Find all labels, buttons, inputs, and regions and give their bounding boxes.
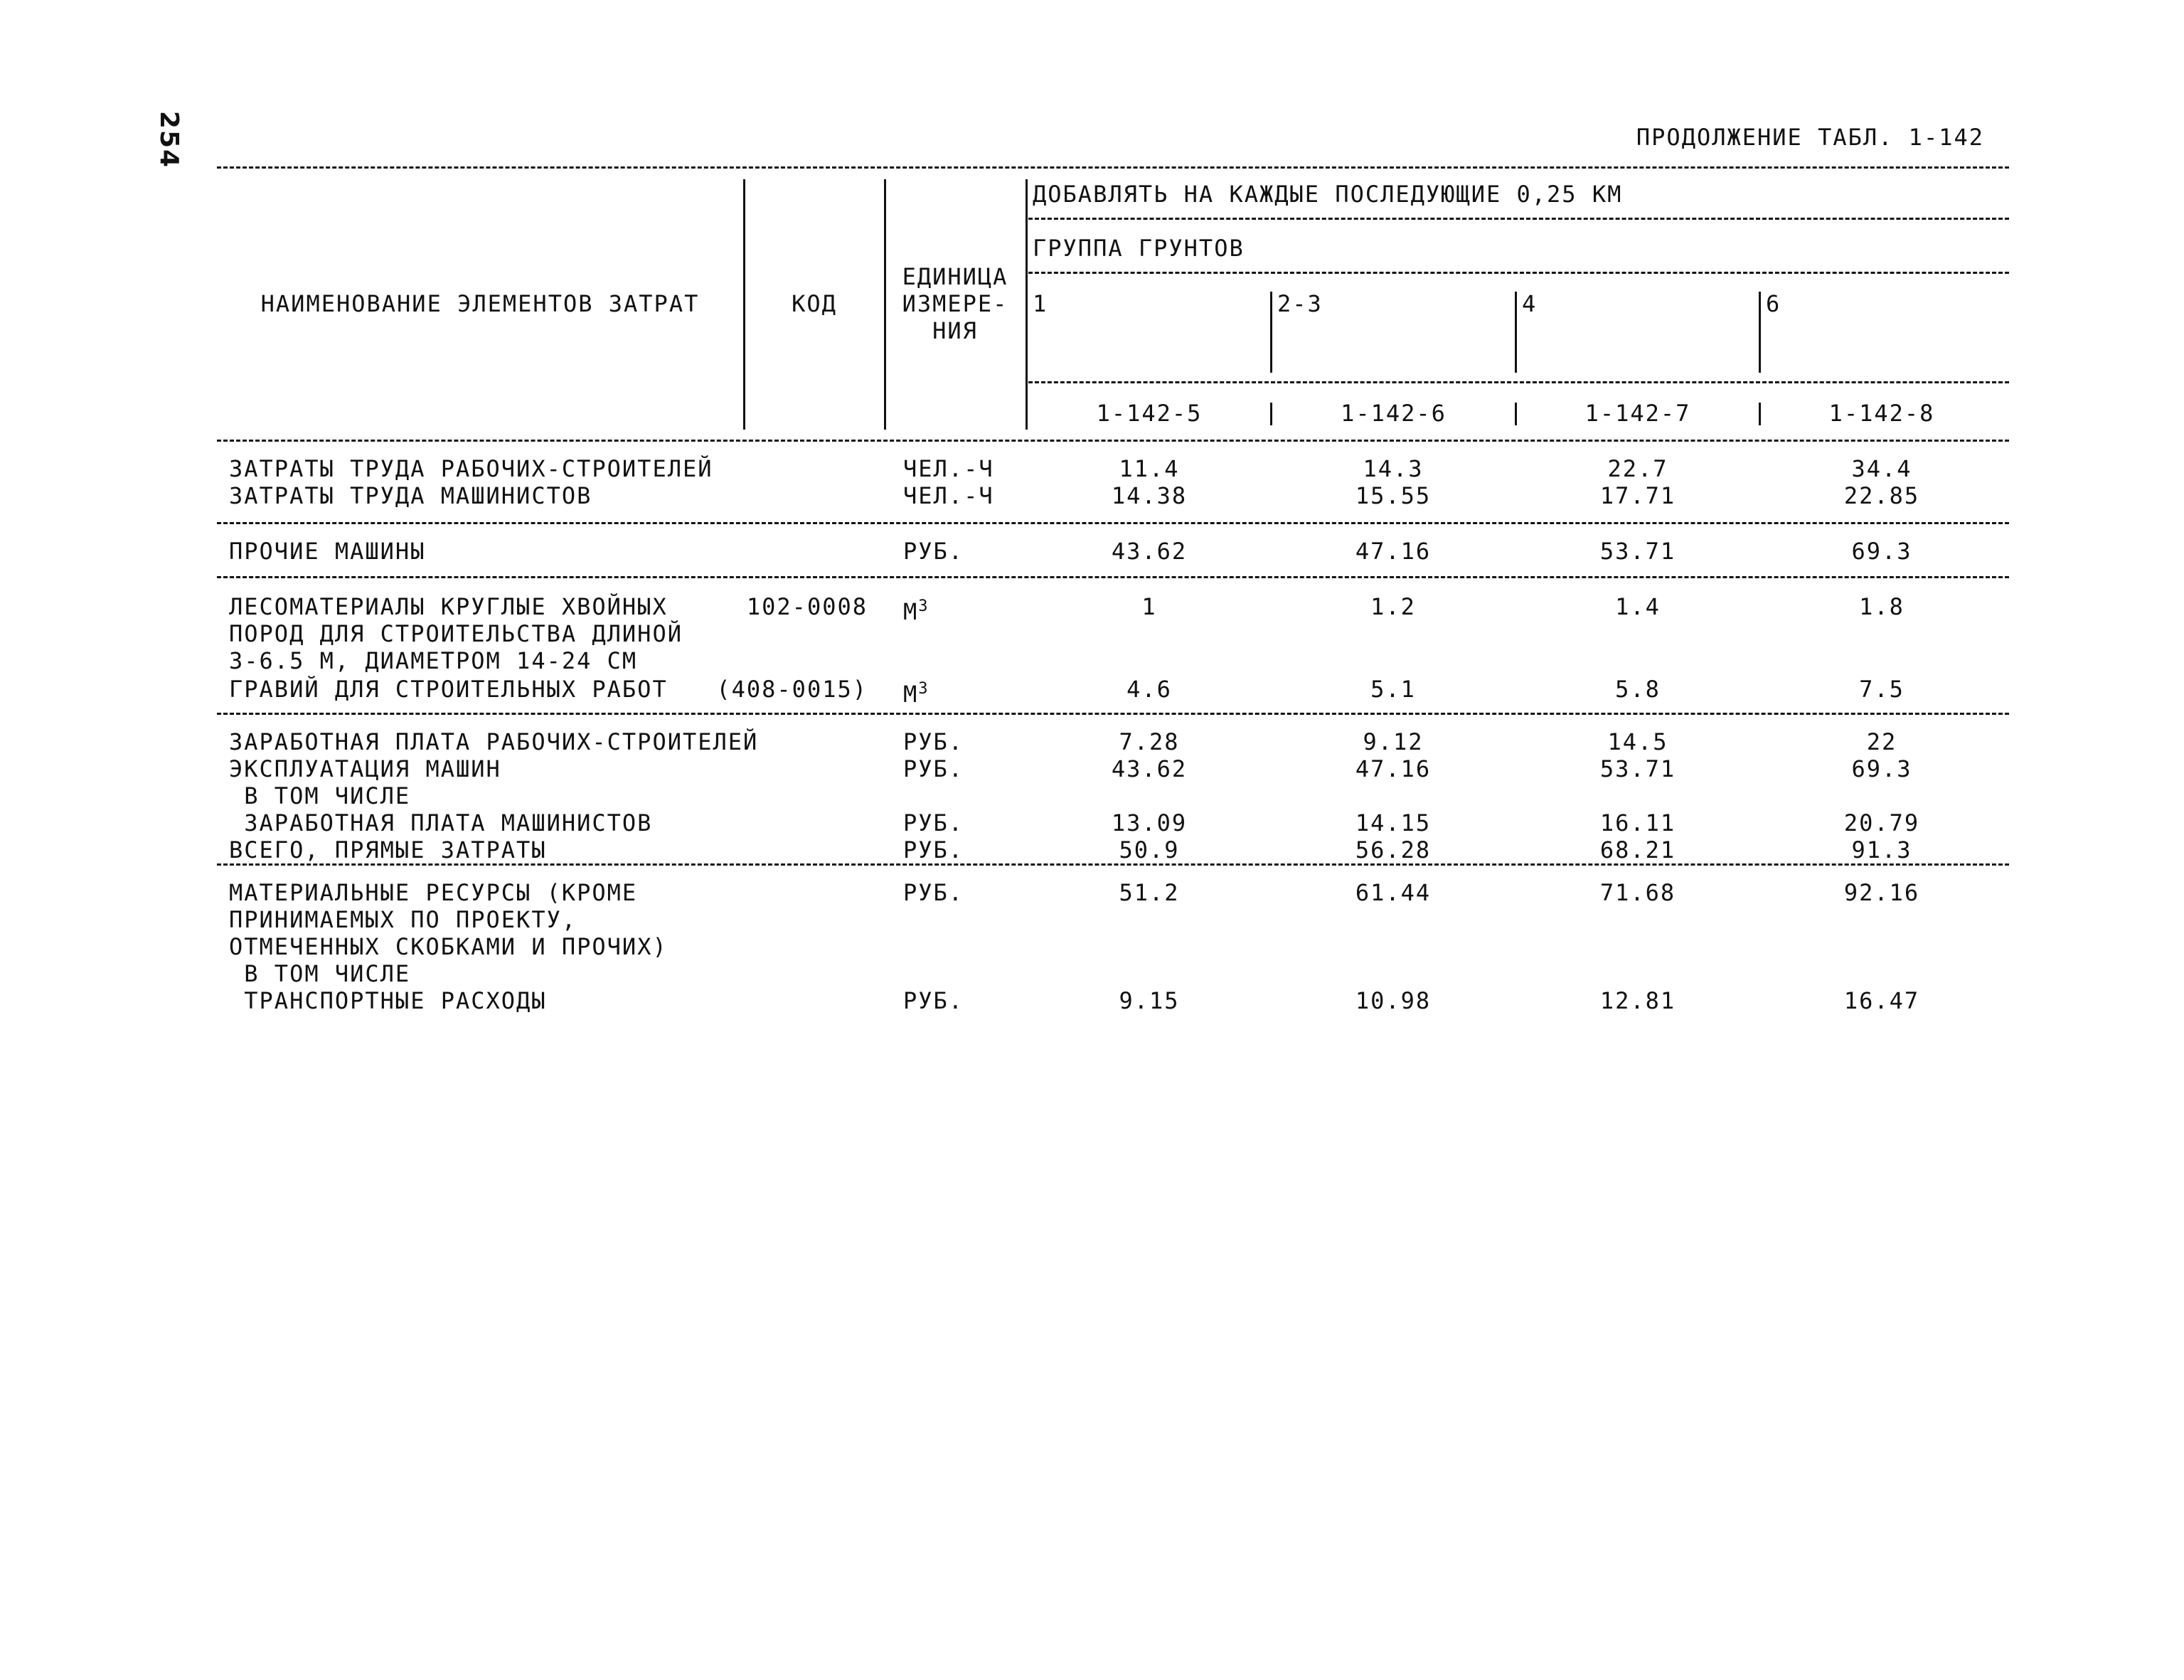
row-name: ЗАТРАТЫ ТРУДА РАБОЧИХ-СТРОИТЕЛЕЙ: [229, 455, 713, 482]
header-divider-name-code: [743, 179, 745, 430]
row-value: 22.85: [1843, 482, 1920, 509]
header-rule-before-codes: [1028, 381, 2009, 383]
row-value: 69.3: [1851, 538, 1912, 565]
row-value: 14.15: [1355, 809, 1432, 836]
row-name: В ТОМ ЧИСЛЕ: [229, 782, 411, 809]
header-top-rule: [217, 166, 2009, 169]
row-value: 14.38: [1111, 482, 1188, 509]
header-bottom-rule: [217, 440, 2009, 442]
row-value: 34.4: [1851, 455, 1912, 482]
row-value: 56.28: [1355, 836, 1432, 863]
row-value: 22.7: [1607, 455, 1668, 482]
row-value: 53.71: [1599, 538, 1676, 565]
column-code-3: 1-142-7: [1584, 400, 1691, 427]
header-rule-after-group: [1028, 272, 2009, 274]
row-value: 15.55: [1355, 482, 1432, 509]
row-unit: РУБ.: [903, 728, 964, 755]
row-unit: РУБ.: [903, 538, 964, 565]
row-value: 7.28: [1119, 728, 1180, 755]
row-value: 71.68: [1599, 879, 1676, 906]
row-value: 5.1: [1370, 676, 1416, 703]
header-name-column: НАИМЕНОВАНИЕ ЭЛЕМЕНТОВ ЗАТРАТ: [260, 290, 700, 317]
row-value: 91.3: [1851, 836, 1912, 863]
row-value: 9.15: [1119, 987, 1180, 1014]
row-value: 16.11: [1599, 809, 1676, 836]
header-unit-line-1: ЕДИНИЦА: [902, 263, 1008, 290]
row-value: 43.62: [1111, 755, 1188, 782]
row-name: МАТЕРИАЛЬНЫЕ РЕСУРСЫ (КРОМЕ: [229, 879, 638, 906]
row-value: 1.8: [1859, 593, 1905, 620]
row-value: 69.3: [1851, 755, 1912, 782]
group-divider-3: [1759, 292, 1761, 373]
row-code: 102-0008: [746, 593, 868, 620]
row-unit: РУБ.: [903, 836, 964, 863]
row-value: 9.12: [1363, 728, 1424, 755]
row-unit: РУБ.: [903, 879, 964, 906]
row-unit: РУБ.: [903, 755, 964, 782]
header-group-label: ГРУППА ГРУНТОВ: [1033, 235, 1245, 262]
column-code-2: 1-142-6: [1341, 400, 1447, 427]
row-unit: ЧЕЛ.-Ч: [903, 482, 994, 509]
row-name: ТРАНСПОРТНЫЕ РАСХОДЫ: [229, 987, 547, 1014]
row-value: 16.47: [1843, 987, 1920, 1014]
row-value: 22: [1866, 728, 1897, 755]
row-value: 4.6: [1126, 676, 1172, 703]
group-label-2: 2-3: [1277, 290, 1323, 317]
row-value: 20.79: [1843, 809, 1920, 836]
row-name: ГРАВИЙ ДЛЯ СТРОИТЕЛЬНЫХ РАБОТ: [229, 676, 668, 703]
row-unit: РУБ.: [903, 809, 964, 836]
group-label-3: 4: [1522, 290, 1538, 317]
continuation-title: ПРОДОЛЖЕНИЕ ТАБЛ. 1-142: [1636, 124, 1984, 151]
column-code-1: 1-142-5: [1096, 400, 1203, 427]
row-name: ОТМЕЧЕННЫХ СКОБКАМИ И ПРОЧИХ): [229, 933, 668, 960]
row-name: 3-6.5 М, ДИАМЕТРОМ 14-24 СМ: [229, 647, 638, 674]
row-value: 14.5: [1607, 728, 1668, 755]
header-code-column: КОД: [792, 290, 837, 317]
row-value: 43.62: [1111, 538, 1188, 565]
row-value: 17.71: [1599, 482, 1676, 509]
page-number: 254: [154, 110, 184, 169]
header-unit-line-2: ИЗМЕРЕ-: [902, 290, 1008, 317]
group-rule-1: [217, 522, 2009, 524]
row-unit: $М^3$: [903, 597, 928, 625]
row-unit: РУБ.: [903, 987, 964, 1014]
row-value: 50.9: [1119, 836, 1180, 863]
row-value: 11.4: [1119, 455, 1180, 482]
row-name: ЛЕСОМАТЕРИАЛЫ КРУГЛЫЕ ХВОЙНЫХ: [229, 593, 668, 620]
group-label-1: 1: [1033, 290, 1048, 317]
row-value: 1.4: [1615, 593, 1661, 620]
row-value: 47.16: [1355, 538, 1432, 565]
row-value: 5.8: [1615, 676, 1661, 703]
row-value: 51.2: [1119, 879, 1180, 906]
row-value: 53.71: [1599, 755, 1676, 782]
header-unit-line-3: НИЯ: [932, 317, 978, 344]
row-value: 10.98: [1355, 987, 1432, 1014]
row-value: 68.21: [1599, 836, 1676, 863]
row-unit-superscript: 3: [918, 680, 928, 698]
row-unit: $М^3$: [903, 680, 928, 708]
row-name: ПОРОД ДЛЯ СТРОИТЕЛЬСТВА ДЛИНОЙ: [229, 620, 683, 647]
row-value: 12.81: [1599, 987, 1676, 1014]
group-label-4: 6: [1766, 290, 1781, 317]
row-value: 61.44: [1355, 879, 1432, 906]
header-add-label: ДОБАВЛЯТЬ НА КАЖДЫЕ ПОСЛЕДУЮЩИЕ 0,25 КМ: [1033, 181, 1623, 208]
row-value: 92.16: [1843, 879, 1920, 906]
group-divider-2: [1515, 292, 1517, 373]
row-value: 1.2: [1370, 593, 1416, 620]
group-rule-3: [217, 713, 2009, 715]
row-name: В ТОМ ЧИСЛЕ: [229, 960, 411, 987]
row-code: (408-0015): [716, 676, 868, 703]
row-value: 7.5: [1859, 676, 1905, 703]
row-name: ПРИНИМАЕМЫХ ПО ПРОЕКТУ,: [229, 906, 577, 933]
group-divider-1: [1270, 292, 1272, 373]
row-value: 14.3: [1363, 455, 1424, 482]
group-rule-4: [217, 863, 2009, 866]
row-value: 1: [1141, 593, 1157, 620]
row-name: ПРОЧИЕ МАШИНЫ: [229, 538, 426, 565]
row-name: ВСЕГО, ПРЯМЫЕ ЗАТРАТЫ: [229, 836, 547, 863]
row-name: ЗАТРАТЫ ТРУДА МАШИНИСТОВ: [229, 482, 592, 509]
row-name: ЗАРАБОТНАЯ ПЛАТА РАБОЧИХ-СТРОИТЕЛЕЙ: [229, 728, 759, 755]
header-divider-unit-values: [1026, 179, 1028, 430]
row-value: 13.09: [1111, 809, 1188, 836]
group-rule-2: [217, 576, 2009, 578]
row-unit-superscript: 3: [918, 597, 928, 615]
row-value: 47.16: [1355, 755, 1432, 782]
header-rule-after-add: [1028, 218, 2009, 220]
row-name: ЭКСПЛУАТАЦИЯ МАШИН: [229, 755, 501, 782]
row-name: ЗАРАБОТНАЯ ПЛАТА МАШИНИСТОВ: [229, 809, 653, 836]
row-unit: ЧЕЛ.-Ч: [903, 455, 994, 482]
column-code-4: 1-142-8: [1828, 400, 1935, 427]
